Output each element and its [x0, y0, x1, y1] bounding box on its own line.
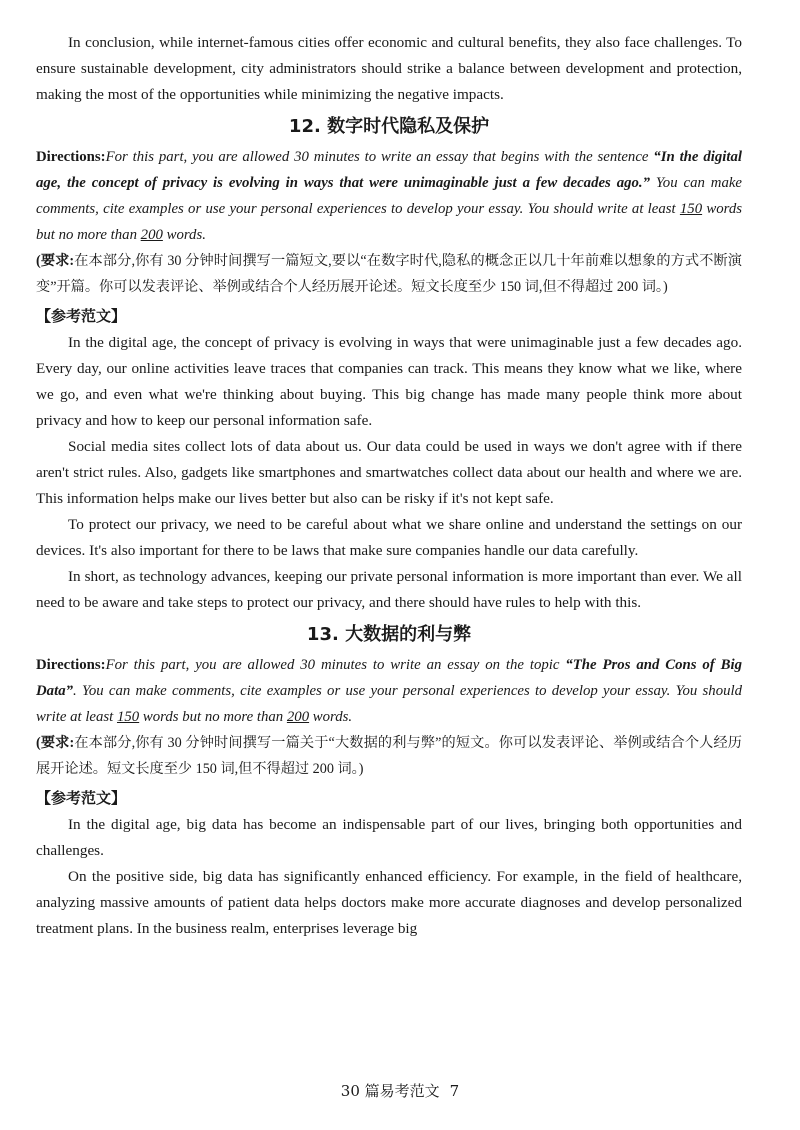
directions-text: For this part, you are allowed 30 minutes to write an essay on the topic	[105, 657, 566, 673]
section-12-reference-heading: 【参考范文】	[36, 307, 127, 325]
directions-text: words.	[309, 709, 353, 725]
section-12-requirement	[36, 248, 742, 300]
directions-label: Directions:	[36, 657, 106, 673]
max-words: 200	[286, 709, 310, 725]
essay-paragraph: On the positive side, big data has significantly enhanced efficiency. For example, in the field of healthcare, analyzing massive amounts of patient data helps doctors make more accurate diagnoses and develop personalized treatment plans. In the business realm, enterprises leverage big	[36, 868, 742, 937]
book-title: 30 篇易考范文	[340, 1082, 440, 1100]
min-words: 150	[116, 709, 140, 725]
directions-quote: “In the digital age, the concept of privacy is evolving in ways that were unimaginable just a few decades ago.”	[36, 149, 742, 191]
page-footer	[0, 1080, 800, 1101]
page-content	[36, 30, 742, 942]
directions-text: words but no more than	[139, 709, 287, 725]
directions-label: Directions:	[36, 149, 106, 165]
essay-paragraph: Social media sites collect lots of data about us. Our data could be used in ways we don't agree with if there aren't strict rules. Also, gadgets like smartphones and smartwatches collect data about our health and where we are. This information helps make our lives better but also can be risky if it's not kept safe.	[36, 438, 742, 507]
directions-text: For this part, you are allowed 30 minutes to write an essay that begins with the sentence	[105, 149, 654, 165]
section-13-title: 13. 大数据的利与弊	[306, 624, 472, 645]
essay-paragraph: In short, as technology advances, keeping our private personal information is more important than ever. We all need to be aware and take steps to protect our privacy, and there should have rules to help with this.	[36, 568, 742, 611]
essay-paragraph: In the digital age, the concept of privacy is evolving in ways that were unimaginable just a few decades ago. Every day, our online activities leave traces that companies can track. This means they know what we like, where we go, and even what we're thinking about buying. This big change has made many people think more about privacy and how to keep our personal information safe.	[36, 334, 742, 429]
directions-quote: “The Pros and Cons of Big Data”	[36, 657, 743, 699]
requirement-label: (要求:	[36, 735, 75, 751]
section-12-title: 12. 数字时代隐私及保护	[288, 116, 490, 137]
section-13-requirement	[36, 730, 742, 782]
directions-text: . You can make comments, cite examples or use your personal experiences to develop your essay. You should write at least	[36, 683, 742, 725]
directions-text: words but no more than	[36, 201, 743, 243]
directions-text: You can make comments, cite examples or use your personal experiences to develop your essay. You should write at least	[36, 175, 742, 217]
essay-paragraph: To protect our privacy, we need to be careful about what we share online and understand the settings on our devices. It's also important for there to be laws that make sure companies handle our data carefully.	[36, 516, 742, 559]
requirement-label: (要求:	[36, 253, 75, 269]
max-words: 200	[140, 227, 163, 243]
page-number: 7	[449, 1082, 460, 1100]
requirement-text: 在本部分,你有 30 分钟时间撰写一篇短文,要以“在数字时代,隐私的概念正以几十年前难以想象的方式不断演变”开篇。你可以发表评论、举例或结合个人经历展开论述。短文长度至少 150 词,但不得超过 200 词。)	[36, 253, 742, 295]
min-words: 150	[679, 201, 703, 217]
section-13-reference-heading: 【参考范文】	[36, 789, 127, 807]
section-12-directions	[36, 144, 742, 248]
conclusion-paragraph: In conclusion, while internet-famous cities offer economic and cultural benefits, they also face challenges. To ensure sustainable development, city administrators should strike a balance between development and protection, making the most of the opportunities while minimizing the negative impacts.	[36, 34, 742, 103]
section-13-directions	[36, 652, 742, 730]
directions-text: words.	[162, 227, 206, 243]
essay-paragraph: In the digital age, big data has become an indispensable part of our lives, bringing both opportunities and challenges.	[36, 816, 742, 859]
requirement-text: 在本部分,你有 30 分钟时间撰写一篇关于“大数据的利与弊”的短文。你可以发表评论、举例或结合个人经历展开论述。短文长度至少 150 词,但不得超过 200 词。)	[36, 735, 742, 777]
